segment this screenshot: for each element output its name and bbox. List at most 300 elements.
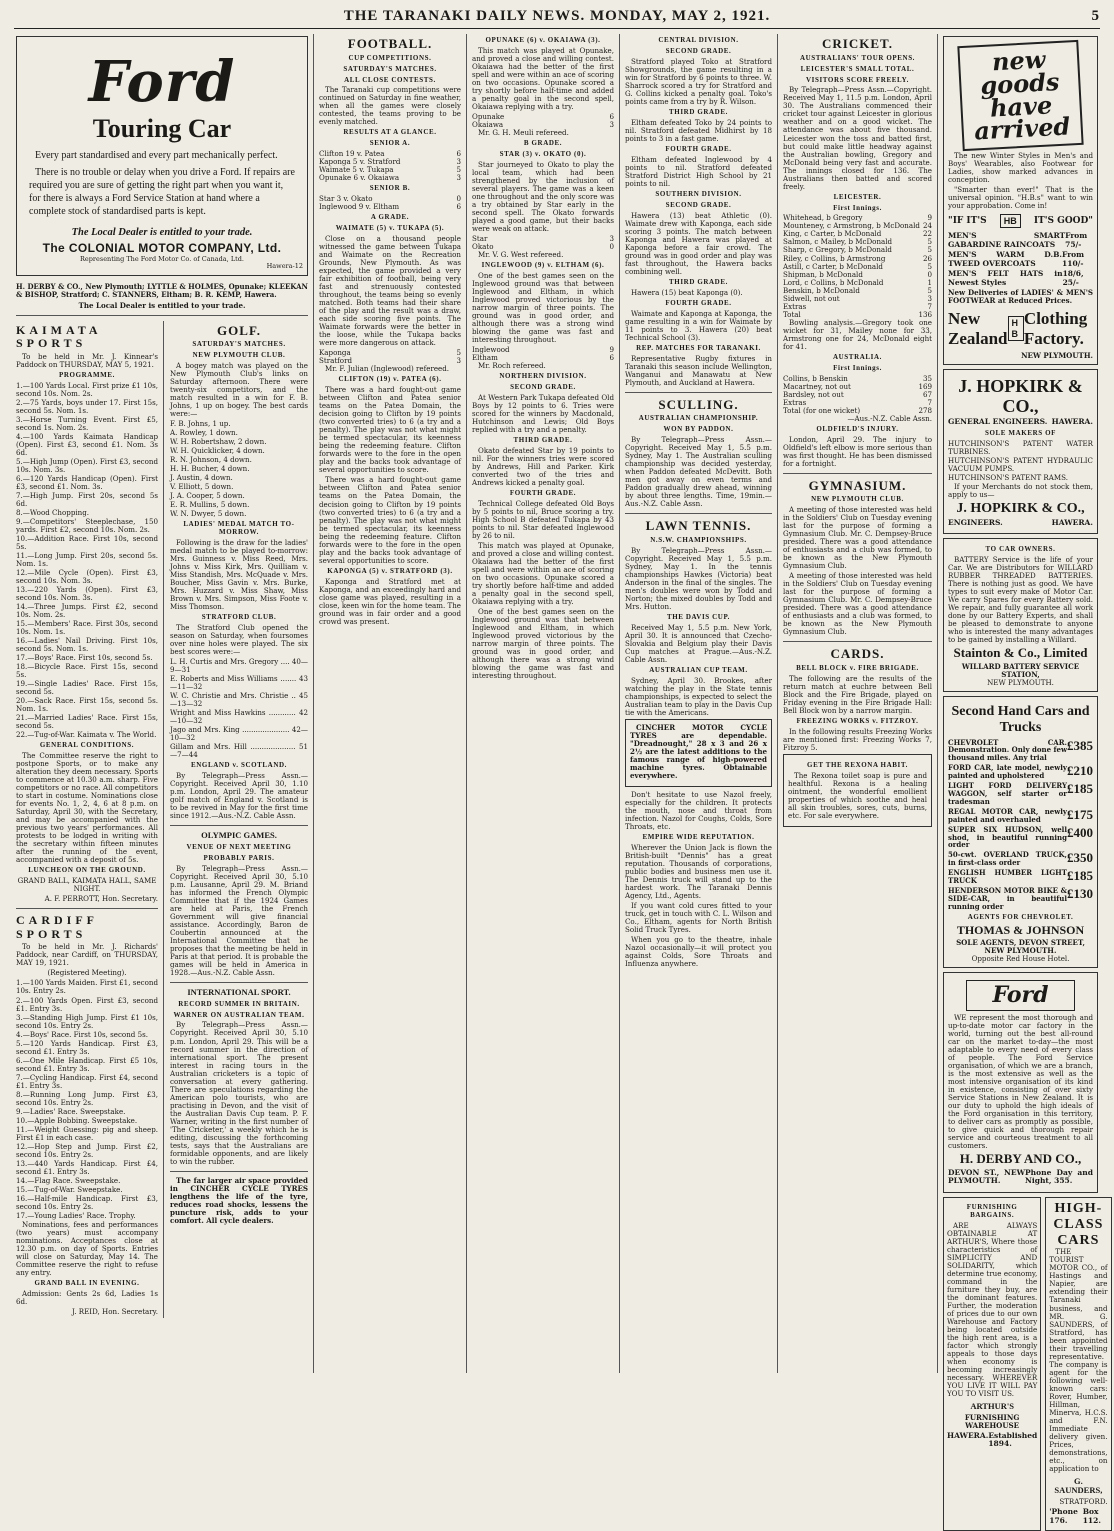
programme-item: 9.—Ladies' Race. Sweepstake. <box>16 1106 126 1116</box>
hopkirk-note: If your Merchants do not stock them, apply to us— <box>948 481 1093 499</box>
battery-heading: TO CAR OWNERS. <box>985 545 1056 554</box>
ford-ad-tagline: The Local Dealer is entitled to your trade. <box>71 226 253 238</box>
tennis-sub: N.S.W. CHAMPIONSHIPS. <box>650 535 747 544</box>
cricket-cable: —Aus.-N.Z. Cable Assn. <box>847 413 932 423</box>
programme-item: 4.—100 Yards Kaimata Handicap (Open). First £3, second £1. Nom. 3s 6d. <box>16 431 158 457</box>
programme-item: 18.—Bicycle Race. First 15s, second 5s. <box>16 662 158 680</box>
nz-clothing: New Zealand H B Clothing Factory. <box>948 309 1088 348</box>
international-body: By Telegraph—Press Assn.—Copyright. Received April 30, 5.10 p.m. London, April 29. This will be a record summer in the direction of international sport. The present interest in racing tours in the Australian cricketers is a topic of conversation at every gathering. There are speculations regarding the American polo tourists, who are practising in Devon, and the visit of the Australian Davis Cup team. P. F. Warner, writing in the first number of 'The Cricketer,' a weekly which he is editing, discussing the forthcoming tests, says that the Australians are formidable opponents, and are likely to win the rubber. <box>170 1020 308 1166</box>
scorecard-row: 35 Collins, b Benskin <box>783 373 932 383</box>
clifton-report-2: There was a hard fought-out game between Clifton and Patea senior teams on the Patea Domain, the decision going to Clifton by 19 points (two converted tries) to 6 (a try and a penalty). The play was not what might be termed spectacular, its keenness being the redeeming feature. Clifton forwards were to the fore in the open play and the backs took advantage of several opportunities to score. <box>319 475 461 565</box>
programme-item: 11.—Weight Guessing: pig and sheep. First £1 in each case. <box>16 1124 158 1142</box>
southern-second: SECOND GRADE. <box>665 200 732 209</box>
football-sat: SATURDAY'S MATCHES. <box>343 64 437 73</box>
programme-item: 11.—Long Jump. First 20s, second 5s. Nom. 1s. <box>16 550 158 568</box>
hopkirk-item: HUTCHINSON'S PATENT WATER TURBINES. <box>948 438 1093 456</box>
thomas-johnson-opp: Opposite Red House Hotel. <box>971 954 1070 964</box>
hb-price-line: MEN'S WARM D.B. TWEED OVERCOATS From 110/- <box>948 250 1085 268</box>
programme-item: 21.—Married Ladies' Race. First 15s, second 5s. <box>16 713 158 731</box>
kaponga-score <box>319 349 461 365</box>
southern-third-body: Hawera (15) beat Kaponga (0). <box>631 287 743 297</box>
sculling-body: By Telegraph—Press Assn.—Copyright. Received May 1, 5.5 p.m. Sydney, May 1. The Australian sculling championship was decided yesterday, when Paddon defeated McDevitt. Both men got away on even terms and Paddon gradually drew ahead, winning by about three lengths. Time, 19min.—Aus.-N.Z. Cable Assn. <box>625 435 772 509</box>
hb-price-lines <box>948 232 1093 287</box>
high-class-cars-ad: HIGH-CLASS CARS THE TOURIST MOTOR CO., of Hastings and Napier, are extending their Taranaki business, and MR. G. SAUNDERS, of Stratford, has been appointed their travelling representative. The company is agent for the following well-known cars: Rover, Humber, Hillman, Minerva, H.C.S. and F.N. Immediate delivery given. Prices, demonstrations, etc., on application to G. SAUNDERS, STRATFORD. 'Phone 176. Box 112. <box>1045 1197 1111 1531</box>
kaimata-programme-list <box>16 382 158 740</box>
golf-score: H. H. Bucher, 4 down. <box>170 464 250 474</box>
golf-subtitle: SATURDAY'S MATCHES. <box>192 340 286 349</box>
programme-item: 16.—Half-mile Handicap. First £3, second 10s. Entry 2s. <box>16 1193 158 1211</box>
used-cars-list <box>948 739 1093 911</box>
international-title: INTERNATIONAL SPORT. <box>187 987 291 998</box>
golf-score: J. Austin, 4 down. <box>170 473 233 483</box>
star-heading: STAR (3) v. OKATO (0). <box>499 149 587 158</box>
ford-ad-headline: Touring Car <box>92 114 232 144</box>
programme-item: 17.—Boys' Race. First 10s, second 5s. <box>16 653 153 663</box>
tennis-title: LAWN TENNIS. <box>645 518 752 534</box>
rexona-body: The Rexona toilet soap is pure and healthful. Rexona is a healing ointment, the wonderful emollient properties of which soothe and heal all skin troubles, sores, cuts, burns, etc. For sale everywhere. <box>788 770 927 821</box>
oldfield-heading: OLDFIELD'S INJURY. <box>816 424 899 433</box>
ford-dealers: H. DERBY & CO., New Plymouth; LYTTLE & HOLMES, Opunake; KLEEKAN & BISHOP, Stratford; C. STANNERS, Eltham; B. R. KEMP, Hawera. <box>16 281 308 299</box>
column-5 <box>779 34 936 1373</box>
northern-third-body: Okato defeated Star by 19 points to nil. For the winners tries were scored by Andrews, Hill and Parker. Kirk converted two of the tries and Andrews kicked a penalty goal. <box>472 445 614 488</box>
kaimata-conditions-heading: GENERAL CONDITIONS. <box>39 741 135 750</box>
bottom-ads <box>943 1197 1108 1531</box>
sculling-title: SCULLING. <box>658 396 739 412</box>
gymnasium-title: GYMNASIUM. <box>808 477 907 493</box>
opunake-report: This match was played at Opunake, and proved a close and willing contest. Okaiawa had the better of the first spell and were within an ace of scoring on two occasions. Opunake scored a try shortly before half-time and added a penalty goal in the second spell, Okaiawa replying with a try. <box>472 45 614 112</box>
aus-cup-heading: AUSTRALIAN CUP TEAM. <box>649 665 748 674</box>
cardiff-admission: Admission: Gents 2s 6d, Ladies 1s 6d. <box>16 1288 158 1306</box>
cardiff-programme-list <box>16 979 158 1219</box>
car-listing: HENDERSON MOTOR BIKE & SIDE-CAR, in beautiful running order £130 <box>948 885 1093 911</box>
cricket-sub3: VISITORS SCORE FREELY. <box>805 75 909 84</box>
golf-scores-list <box>170 420 308 518</box>
football-title: FOOTBALL. <box>347 36 433 51</box>
davis-body: Received May 1, 5.5 p.m. New York, April 30. It is announced that Czecho-Slovakia and Belgium play their Davis Cup matches at Prague.—Aus.-N.Z. Cable Assn. <box>625 622 772 664</box>
masthead-title: THE TARANAKI DAILY NEWS. MONDAY, MAY 2, 1921. <box>343 8 771 24</box>
cardiff-sign: J. REID, Hon. Secretary. <box>71 1306 158 1316</box>
senior-b-results <box>319 195 461 211</box>
opunake-scores <box>472 113 614 129</box>
ford-ad-code: Hawera-12 <box>266 262 303 271</box>
senior-b-heading: SENIOR B. <box>369 184 411 193</box>
cardiff-intro: To be held in Mr. J. Richards' Paddock, near Cardiff, on THURSDAY, MAY 19, 1921. <box>16 942 158 968</box>
kaimata-title: KAIMATA SPORTS <box>16 322 102 351</box>
cards-body: The following are the results of the return match at euchre between Bell Block and the Fire Brigade, played on Friday evening in the Fire Brigade Hall: Bell Block won by a narrow margin. <box>783 674 932 716</box>
golf-stratford: The Stratford Club opened the season on Saturday, when foursomes over nine holes were played. The six best scores were:— <box>170 623 308 657</box>
central-heading: CENTRAL DIVISION. <box>658 36 739 44</box>
football-intro: The Taranaki cup competitions were continued on Saturday in fine weather, when all the games were closely contested, the teams proving to be evenly matched. <box>319 85 461 127</box>
scorecard-row: 9 Whitehead, b Gregory <box>783 213 932 223</box>
golf-score: W. N. Dwyer, 5 down. <box>170 509 247 519</box>
bowling-analysis: Bowling analysis.—Gregory took one wicket for 31, Mailey none for 33, Armstrong one for 24, McDonald eight for 41. <box>783 317 932 351</box>
programme-item: 20.—Sack Race. First 15s, second 5s. Nom. 1s. <box>16 696 158 714</box>
scorecard-row: 1 Lord, c Collins, b McDonald <box>783 277 932 287</box>
programme-item: 10.—Apple Bobbing. Sweepstake. <box>16 1115 138 1125</box>
scorecard-row: 169 Macartney, not out <box>783 381 932 391</box>
sculling-won: WON BY PADDON. <box>663 425 734 434</box>
scorecard-total: 136 Total <box>783 309 932 319</box>
programme-item: 19.—Single Ladies' Race. First 15s, second 5s. <box>16 679 158 697</box>
thomas-johnson: THOMAS & JOHNSON <box>956 922 1085 937</box>
column-4 <box>621 34 776 1373</box>
rexona-ad <box>783 754 932 827</box>
golf-score: R. N. Johnson, 4 down. <box>170 455 252 465</box>
sports-ads <box>16 321 164 1318</box>
cardiff-title: CARDIFF SPORTS <box>16 913 98 941</box>
programme-item: 3.—Horse Turning Event. First £5, second 1s. Nom. 2s. <box>16 414 158 432</box>
tennis-body: By Telegraph—Press Assn.—Copyright. Received May 1, 5.5 p.m. Sydney, May 1. In the tennis championships Hawkes (Victoria) beat Anderson in the final of the singles. The men's doubles were won by Todd and Norton; the mixed doubles by Todd and Mrs. Hutton. <box>625 545 772 611</box>
programme-item: 17.—Young Ladies' Race. Trophy. <box>16 1210 136 1220</box>
hopkirk-items <box>948 440 1093 482</box>
masthead <box>14 6 1100 29</box>
ford-wing-logo: Ford <box>966 980 1075 1011</box>
olympic-paris: PROBABLY PARIS. <box>203 853 275 862</box>
scorecard-row: 5 Benskin, b McDonald <box>783 285 932 295</box>
battery-ad <box>943 538 1098 692</box>
hopkirk-name: J. HOPKIRK & CO., <box>958 375 1083 417</box>
golf-score: E. R. Mullins, 5 down. <box>170 500 250 510</box>
scorecard-row: 7 Extras <box>783 301 932 311</box>
hb-badge-icon: H B <box>1008 316 1024 340</box>
result-row: 3 Stratford <box>319 356 461 366</box>
australia-sub: First Innings. <box>833 363 882 372</box>
referee-4: Mr. Roch refereed. <box>478 361 546 371</box>
derby-ford-ad: Ford WE represent the most thorough and up-to-date motor car factory in the world, turning out the best all-round car on the market to-day—the most adaptable to every need of every class of people. The Ford Service organisation, of which we are a branch, is the most extensive as well as the most intensive organisation of its kind in existence, consisting of over sixty Service Stations in New Zealand. It is our duty to uphold the high ideals of the Ford organisation in this territory, to deliver cars as promptly as possible, to give quick and thorough repair service and courteous treatment to all customers. H. DERBY AND CO., DEVON ST., NEW PLYMOUTH. Phone Day and Night, 355. <box>943 972 1098 1193</box>
northern-fourth: FOURTH GRADE. <box>509 489 577 498</box>
hopkirk-ad: J. HOPKIRK & CO., GENERAL ENGINEERS. HAWERA. SOLE MAKERS OF HUTCHINSON'S PATENT WATER TURBINES. HUTCHINSON'S PATENT HYDRAULIC VACUUM PUMPS. HUTCHINSON'S PATENT RAMS. If your Merchants do not stock them, apply to us— J. HOPKIRK & CO., ENGINEERS. HAWERA. <box>943 369 1098 534</box>
result-row: 5 Waimate 5 v. Tukapa <box>319 165 461 175</box>
golf-pairs-list <box>170 658 308 759</box>
golf-intro: A bogey match was played on the New Plymouth Club's links on Saturday afternoon. There were twenty-six competitors, and the match resulted in a win for F. B. Johns, 1 up on bogey. The best cards were:— <box>170 361 308 419</box>
hb-price-line: MEN'S SMART GABARDINE RAINCOATS From 75/- <box>948 231 1088 249</box>
programme-item: 8.—Wood Chopping. <box>16 507 89 517</box>
southern-body: Hawera (13) beat Athletic (0). Waimate drew with Kaponga, each side scoring 3 points. The match between Kaponga and Hawera was played at Kaponga before a fair crowd. The ground was in good order and play was fast throughout, the Hawera backs combining well. <box>625 210 772 276</box>
golf-score: W. H. Robertshaw, 2 down. <box>170 437 267 447</box>
truck-tyre-ad: If you want cold cures fitted to your truck, get in touch with C. L. Wilson and Co., Eltham, agents for North British Solid Truck Tyres. <box>625 901 772 935</box>
scorecard-row: 24 Mounteney, c Armstrong, b McDonald <box>783 221 932 231</box>
result-row: 3 Kaponga 5 v. Stratford <box>319 157 461 167</box>
gymnasium-sub: NEW PLYMOUTH CLUB. <box>811 495 904 504</box>
golf-pair: Wright and Miss Hawkins ............ 42—10—32 <box>170 708 308 726</box>
result-row: 6 Opunake <box>472 112 614 122</box>
waimate-heading: WAIMATE (5) v. TUKAPA (5). <box>335 224 445 233</box>
kaimata-conditions: The Committee reserve the right to postpone Sports, or to make any alteration they deem necessary. Sports to commence at 10.30 a.m. sharp. Five competitors or no race. All competitors to start in costume. Nominations close for events No. 1, 2, 4, 6 at 8 p.m. on Saturday, April 30, with the Secretary, and may be accompanied with the previous two years' performances. All protests to be lodged in writing with the secretary within fifteen minutes after the running of the event, accompanied with a deposit of 5s. <box>16 751 158 865</box>
cricket-sub2: LEICESTER'S SMALL TOTAL. <box>800 64 915 73</box>
programme-item: 22.—Tug-of-War. Kaimata v. The World. <box>16 730 157 740</box>
southern-fourth: FOURTH GRADE. <box>665 298 732 307</box>
golf-title: GOLF. <box>217 322 261 338</box>
northern-heading: NORTHERN DIVISION. <box>499 372 587 381</box>
scorecard-row: 7 Extras <box>783 397 932 407</box>
result-row: 0 Okato <box>472 242 614 252</box>
aus-cup-body: Sydney, April 30. Brookes, after watching the play in the State tennis championships, is expected to select the Australian team to play in the Davis Cup tie with the Americans. <box>625 675 772 717</box>
leicester-heading: LEICESTER. <box>833 192 882 201</box>
programme-item: 7.—Cycling Handicap. First £4, second £1. Entry 3s. <box>16 1072 158 1090</box>
golf-ladies: Following is the draw for the ladies' medal match to be played to-morrow: Mrs. Guinness v. Miss Reed, Mrs. Johns v. Miss Kirk, Mrs. Quilliam v. Miss Standish, Mrs. McQuade v. Mrs. Boucher, Miss Gavin v. Mrs. Burke, Mrs. Huzzard v. Miss Shaw, Miss Brown v. Mrs. Simpson, Miss Foote v. Miss Thomson. <box>170 538 308 612</box>
southern-heading: SOUTHERN DIVISION. <box>655 189 742 198</box>
hb-price-line: MEN'S FELT HATS in Newest Styles 18/6, 25/- <box>948 269 1084 287</box>
golf-eng-scot-heading: ENGLAND v. SCOTLAND. <box>190 761 287 770</box>
rep-matches-heading: REP. MATCHES FOR TARANAKI. <box>636 343 761 352</box>
hopkirk-sole: SOLE MAKERS OF <box>984 428 1057 437</box>
football-close: ALL CLOSE CONTESTS. <box>344 75 436 84</box>
result-row: 3 Opunake 6 v. Okaiawa <box>319 173 461 183</box>
inglewood-report: One of the best games seen on the Inglewood ground was that between Inglewood and Eltham, in which Inglewood proved victorious by the narrow margin of three points. The ground was in good order, and although there was a strong wind blowing the game was fast and interesting throughout. <box>472 270 614 345</box>
scorecard-row: 67 Bardsley, not out <box>783 389 932 399</box>
thomas-johnson-address: SOLE AGENTS, DEVON STREET, NEW PLYMOUTH. <box>956 938 1085 956</box>
opunake-heading: OPUNAKE (6) v. OKAIAWA (3). <box>485 36 601 44</box>
golf-olympic-column <box>170 321 308 1318</box>
kaimata-ball: GRAND BALL, KAIMATA HALL, SAME NIGHT. <box>17 876 157 894</box>
cricket-sub: AUSTRALIANS' TOUR OPENS. <box>799 53 916 62</box>
programme-item: 16.—Ladies' Nail Driving. First 10s, second 5s. Nom. 1s. <box>16 636 158 654</box>
results-heading: RESULTS AT A GLANCE. <box>343 128 437 137</box>
hopkirk-footer-name: J. HOPKIRK & CO., <box>956 500 1085 516</box>
programme-item: 15.—Tug-of-War. Sweepstake. <box>16 1184 123 1194</box>
kaimata-intro: To be held in Mr. J. Kinnear's Paddock on THURSDAY, MAY 5, 1921. <box>16 351 158 369</box>
stainton-name: Stainton & Co., Limited <box>953 645 1088 661</box>
central-second: SECOND GRADE. <box>665 46 732 55</box>
golf-score: A. Rowley, 1 down. <box>170 428 238 438</box>
golf-stratford-heading: STRATFORD CLUB. <box>201 613 277 622</box>
clifton-report: There was a hard fought-out game between Clifton and Patea senior teams on the Patea Domain, the decision going to Clifton by 19 points (two converted tries) to 6 (a try and a penalty). The play was not what might be termed spectacular, its keenness being the redeeming feature. Clifton forwards were to the fore in the open play and the backs took advantage of several opportunities to score. <box>319 385 461 475</box>
international-sub2: WARNER ON AUSTRALIAN TEAM. <box>173 1010 305 1019</box>
scorecard-total: 278 Total (for one wicket) <box>783 405 932 415</box>
freezing-body: In the following results Freezing Works are mentioned first: Freezing Works 7, Fitzroy 5. <box>783 726 932 753</box>
programme-item: 8.—Running Long Jump. First £3, second 10s. Entry 2s. <box>16 1089 158 1107</box>
olympic-venue: VENUE OF NEXT MEETING <box>186 843 292 852</box>
kaponga-stratford-report: Kaponga and Stratford met at Kaponga, and an exceedingly hard and close game was played, resulting in a close, keen win for the home team. The ground was in fair order and a good crowd was present. <box>319 576 461 626</box>
opunake-report-2: This match was played at Opunake, and proved a close and willing contest. Okaiawa had the better of the first spell and were within an ace of scoring on two occasions. Opunake scored a try shortly before half-time and added a penalty goal in the second spell, Okaiawa replying with a try. <box>472 541 614 607</box>
b-grade-heading: B GRADE. <box>523 139 563 148</box>
column-1 <box>12 34 312 1373</box>
golf-pair: Gillam and Mrs. Hill .................... 51—7—44 <box>170 742 308 760</box>
result-row: 6 Inglewood 9 v. Eltham <box>319 202 461 212</box>
used-cars-ad <box>943 696 1098 968</box>
golf-ladies-heading: LADIES' MEDAL MATCH TO-MORROW. <box>183 520 295 537</box>
scorecard-row: 5 Salmon, c Mailey, b McDonald <box>783 237 932 247</box>
new-goods-body: The new Winter Styles in Men's and Boys' Wearables, also Footwear for Ladies, show marked advances in conception. <box>948 151 1093 185</box>
football-cup: CUP COMPETITIONS. <box>348 53 432 62</box>
hb-slogan: "IF IT'S HB IT'S GOOD" <box>948 214 1093 228</box>
northern-body: At Western Park Tukapa defeated Old Boys by 12 points to 6. Tries were scored for the winners by Macdonald, Hutchinson and Lewis; Old Boys replied with a try and a penalty. <box>472 392 614 435</box>
programme-item: 12.—Mile Cycle (Open). First £3, second 10s. Nom. 3s. <box>16 567 158 585</box>
gymnasium-body-2: A meeting of those interested was held in the Soldiers' Club on Tuesday evening last for the purpose of forming a Gymnasium Club. Mr. C. Dempsey-Bruce presided. There was a good attendance of enthusiasts and a club was formed, to be known as the New Plymouth Gymnasium Club. <box>783 571 932 637</box>
page-number: 5 <box>1091 8 1100 24</box>
leicester-sub: First Innings. <box>833 203 882 212</box>
kaimata-sign: A. F. PERROTT, Hon. Secretary. <box>44 894 158 904</box>
senior-a-heading: SENIOR A. <box>369 139 411 148</box>
scorecard-row: 26 Riley, c Collins, b Armstrong <box>783 253 932 263</box>
golf-score: W. H. Quicklicker, 4 down. <box>170 446 265 456</box>
golf-pair: W. C. Christie and Mrs. Christie .. 45—13—32 <box>170 691 308 709</box>
rep-matches-body: Representative Rugby fixtures in Taranaki this season include Wellington, Wanganui and Manawatu at New Plymouth, and Auckland at Hawera. <box>625 353 772 387</box>
programme-item: 6.—One Mile Handicap. First £5 10s, second £1. Entry 3s. <box>16 1055 158 1073</box>
programme-item: 1.—100 Yards Maiden. First £1, second 10s. Entry 2s. <box>16 978 158 996</box>
cardiff-registered: (Registered Meeting). <box>47 968 127 978</box>
result-row: 3 Star <box>472 234 614 244</box>
scorecard-row: 22 King, c Carter, b McDonald <box>783 229 932 239</box>
column-3 <box>468 34 618 1373</box>
olympic-title: OLYMPIC GAMES. <box>201 830 277 841</box>
empire-body: Wherever the Union Jack is flown the British-built "Dennis" has a great reputation. Thousands of corporations, public bodies and business men use it. The Dennis truck will stand up to the hardest work. The Taranaki Dennis Agency, Ltd., Agents. <box>625 843 772 901</box>
star-scores <box>472 235 614 251</box>
result-row: 9 Inglewood <box>472 345 614 355</box>
ford-ad-company: The COLONIAL MOTOR COMPANY, Ltd. <box>42 241 282 256</box>
northern-second: SECOND GRADE. <box>510 383 576 392</box>
waimate-report: Close on a thousand people witnessed the game between Tukapa and Waimate on the Recreation Grounds, New Plymouth. As was expected, the game provided a very fair exhibition of football, being very fast and strenuously contested throughout, the teams being so evenly matched. Both teams had their share of the play and the result was a draw, each side scoring five points. The Waimate forwards were the better in the loose, while the Tukapa backs were more dangerous on attack. <box>319 234 461 348</box>
leicester-scorecard <box>783 214 932 310</box>
result-row: 6 Clifton 19 v. Patea <box>319 149 461 159</box>
rexona-heading: GET THE REXONA HABIT. <box>807 761 908 770</box>
cards-sub: BELL BLOCK v. FIRE BRIGADE. <box>796 664 919 673</box>
golf-score: F. B. Johns, 1 up. <box>170 419 231 429</box>
referee-2: Mr. G. H. Meuli refereed. <box>478 128 569 138</box>
olympic-body: By Telegraph—Press Assn.—Copyright. Received April 30, 5.10 p.m. Lausanne, April 29. M. Briand has informed the French Olympic Committee that if the 1924 Games are held at Paris, the French Government will give financial assistance. Accordingly, Baron de Coubertin announced at the International Committee that he proposes that the meeting be held in Paris at that period. It is probable the games will be held in America in 1928.—Aus.-N.Z. Cable Assn. <box>170 863 308 978</box>
used-cars-heading: Second Hand Cars and Trucks <box>951 703 1090 735</box>
northern-fourth-body: Technical College defeated Old Boys by 5 points to nil, Bruce scoring a try. High School B defeated Tukapa by 43 points to nil. Star defeated Inglewood by 26 to nil. <box>472 498 614 541</box>
kaimata-programme-heading: PROGRAMME. <box>59 370 115 379</box>
programme-item: 10.—Addition Race. First 10s, second 5s. <box>16 533 158 551</box>
car-listing: LIGHT FORD DELIVERY WAGGON, self starter or tradesman £185 <box>948 781 1093 806</box>
column-2 <box>315 34 465 1373</box>
programme-item: 5.—High Jump (Open). First £3, second 10s. Nom. 3s. <box>16 456 158 474</box>
result-row: 6 Eltham <box>472 353 614 363</box>
derby-company: H. DERBY AND CO., <box>959 1151 1082 1167</box>
car-listing: ENGLISH HUMBER LIGHT TRUCK £185 <box>948 868 1093 886</box>
programme-item: 1.—100 Yards Local. First prize £1 10s, second 10s. Nom. 2s. <box>16 380 158 398</box>
golf-eng-scot: By Telegraph—Press Assn.—Copyright. Received April 30, 1.10 p.m. London, April 29. The amateur golf match of England v. Scotland is to be revived in May for the first time since 1912.—Aus.-N.Z. Cable Assn. <box>170 771 308 821</box>
australia-scorecard <box>783 375 932 407</box>
northern-third: THIRD GRADE. <box>513 436 573 445</box>
programme-item: 9.—Competitors' Steeplechase, 150 yards. First £2, second 10s. Nom. 2s. <box>16 516 158 534</box>
nazol-ad-1: Don't hesitate to use Nazol freely, especially for the children. It protects the mouth, nose and throat from infection. Nazol for Coughs, Colds, Sore Throats, etc. <box>625 790 772 832</box>
senior-a-results <box>319 150 461 182</box>
stainton-np: NEW PLYMOUTH. <box>987 677 1054 687</box>
programme-item: 4.—Boys' Race. First 10s, second 5s. <box>16 1029 148 1039</box>
sculling-sub: AUSTRALIAN CHAMPIONSHIP. <box>638 414 759 423</box>
car-listing: REGAL MOTOR CAR, newly painted and overhauled £175 <box>948 806 1093 824</box>
chevrolet-agents: AGENTS FOR CHEVROLET. <box>967 912 1074 921</box>
ford-ad-body-2: There is no trouble or delay when you drive a Ford. If repairs are required you are sure of getting the right part when you want it, for there is always a Ford Service Station at hand where a complete stock of standardised parts is kept. <box>29 167 295 217</box>
programme-item: 5.—120 Yards Handicap. First £3, second £1. Entry 3s. <box>16 1038 158 1056</box>
ford-dealers-tag: The Local Dealer is entitled to your trade. <box>78 300 246 310</box>
cricket-title: CRICKET. <box>822 36 893 51</box>
empire-heading: EMPIRE WIDE REPUTATION. <box>642 833 755 842</box>
central-fourth-body: Eltham defeated Inglewood by 4 points to nil. Stratford defeated Stratford District High School by 21 points to nil. <box>625 154 772 188</box>
central-fourth: FOURTH GRADE. <box>665 144 732 153</box>
programme-item: 2.—100 Yards Open. First £3, second £1. Entry 3s. <box>16 995 158 1013</box>
programme-item: 13.—220 Yards (Open). First £3, second 10s. Nom. 3s. <box>16 584 158 602</box>
new-goods-ad <box>943 36 1098 365</box>
hb-footwear: New Deliveries of LADIES' & MEN'S FOOTWEAR at Reduced Prices. <box>948 288 1093 306</box>
car-listing: SUPER SIX HUDSON, well shod, in beautiful running order £400 <box>948 824 1093 850</box>
result-row: 5 Kaponga <box>319 348 461 358</box>
golf-pair: E. Roberts and Miss Williams ....... 43—11—32 <box>170 674 308 692</box>
referee-3: Mr. V. G. West refereed. <box>478 250 564 260</box>
golf-score: V. Elliott, 5 down. <box>170 482 234 492</box>
scorecard-row: 5 Sharp, c Gregory, b McDonald <box>783 245 932 255</box>
programme-item: 2.—75 Yards, boys under 17. First 15s, second 5s. Nom. 1s. <box>16 397 158 415</box>
cardiff-conditions: Nominations, fees and performances (two years) must accompany nominations. Acceptances close at 12.30 p.m. on day of Sports. Entries will close on Saturday, May 14. The Committee reserve the right to refuse any entry. <box>16 1219 158 1277</box>
golf-score: J. A. Cooper, 5 down. <box>170 491 245 501</box>
golf-pair: Jago and Mrs. King ..................... 42—10—32 <box>170 725 308 743</box>
central-third: THIRD GRADE. <box>669 107 728 116</box>
programme-item: 3.—Standing High Jump. First £1 10s, second 10s. Entry 2s. <box>16 1012 158 1030</box>
inglewood-heading: INGLEWOOD (9) v. ELTHAM (6). <box>481 261 605 270</box>
cricket-body: By Telegraph—Press Assn.—Copyright. Received May 1, 11.5 p.m. London, April 30. The Australians commenced their cricket tour against Leicester in glorious weather and on a good wicket. The attendance was about five thousand. Leicester won the toss and batted first, but could make little headway against the Australian bowling, Gregory and McDonald being very fast and accurate. The innings closed for 136. The Australians then batted and scored freely. <box>783 85 932 191</box>
ford-logo: Ford <box>88 49 236 115</box>
freezing-heading: FREEZING WORKS v. FITZROY. <box>796 717 919 726</box>
result-row: 0 Star 3 v. Okato <box>319 194 461 204</box>
scorecard-row: 0 Shipman, b McDonald <box>783 269 932 279</box>
cardiff-ball: GRAND BALL IN EVENING. <box>34 1279 140 1288</box>
stainton-station: WILLARD BATTERY SERVICE STATION, <box>961 661 1080 679</box>
cards-title: CARDS. <box>830 646 885 662</box>
clifton-heading: CLIFTON (19) v. PATEA (6). <box>338 375 442 384</box>
programme-item: 6.—120 Yards Handicap (Open). First £3, second £1. Nom. 3s. <box>16 473 158 491</box>
star-report: Star journeyed to Okato to play the local team, which had been strengthened by the inclusion of several players. The game was a keen one throughout and the only score was a try obtained by Star early in the second spell. The Okato forwards played a good game, but their backs were weak on attack. <box>472 159 614 234</box>
southern-third: THIRD GRADE. <box>669 277 728 286</box>
davis-heading: THE DAVIS CUP. <box>666 612 731 621</box>
column-6 <box>939 34 1108 1525</box>
ford-ad-body-1: Every part standardised and every part mechanically perfect. <box>35 149 278 161</box>
nazol-ad-2: When you go to the theatre, inhale Nazol occasionally—it will protect you against Colds, Sore Throats and Influenza anywhere. <box>625 935 772 969</box>
arthur-ad: FURNISHING BARGAINS. ARE ALWAYS OBTAINABLE AT ARTHUR'S, Where those characteristics of SIMPLICITY AND SOLIDARITY, which determine true economy, command in the furniture they buy, are the dominant features. Further, the moderation of prices due to our own Warehouse and Factory being located outside the high rent area, is a factor which strongly appeals to those days when economy is becoming increasingly necessary. WHEREVER YOU LIVE IT WILL PAY YOU TO VISIT US. ARTHUR'S FURNISHING WAREHOUSE HAWERA. Established 1894. <box>943 1197 1041 1531</box>
hopkirk-item: HUTCHINSON'S PATENT HYDRAULIC VACUUM PUMPS. <box>948 455 1093 473</box>
programme-item: 12.—Hop Step and Jump. First £2, second 10s. Entry 2s. <box>16 1141 158 1159</box>
hopkirk-item: HUTCHINSON'S PATENT RAMS. <box>948 472 1069 482</box>
kaponga-stratford-heading: KAPONGA (5) v. STRATFORD (3). <box>327 566 453 575</box>
kaimata-lunch: LUNCHEON ON THE GROUND. <box>28 866 146 875</box>
golf-club: NEW PLYMOUTH CLUB. <box>192 351 286 360</box>
result-row: 3 Okaiawa <box>472 120 614 130</box>
hb-np: NEW PLYMOUTH. <box>1021 350 1093 360</box>
derby-body: WE represent the most thorough and up-to-date motor car factory in the world, turning out the best all-round car on the market to-day—the most adaptable to every need of every class of people. The Ford Service organisation, of which we are a branch, is the most extensive as well as the most intensive organisation of its kind in existence, consisting of over sixty Service Stations in New Zealand. It is our duty to uphold the high ideals of the Ford organisation in this territory, to deliver cars as promptly as possible, to give quick and thorough repair service and courteous treatment to all customers. <box>948 1013 1093 1151</box>
programme-item: 15.—Members' Race. First 30s, second 10s. Nom. 1s. <box>16 619 158 637</box>
southern-fourth-body: Waimate and Kaponga at Kaponga, the game resulting in a win for Waimate by 11 points to 3. Hawera (20) beat Technical School (3). <box>625 308 772 342</box>
international-sub: RECORD SUMMER IN BRITAIN. <box>178 999 300 1008</box>
programme-item: 14.—Three Jumps. First £2, second 10s. Nom. 2s. <box>16 601 158 619</box>
golf-pair: L. H. Curtis and Mrs. Gregory .... 40—9—31 <box>170 657 308 675</box>
car-listing: 50-cwt. OVERLAND TRUCK, in first-class order £350 <box>948 850 1093 868</box>
central-third-body: Eltham defeated Toko by 24 points to nil. Stratford defeated Midhirst by 18 points to 3 in a fast game. <box>625 117 772 143</box>
programme-item: 13.—440 Yards Handicap. First £4, second £1. Entry 3s. <box>16 1158 158 1176</box>
cincher-cycle-ad: The far larger air space provided in CINCHER CYCLE TYRES lengthens the life of the tyre, reduces road shocks, lessens the puncture risk, adds to your comfort. All cycle dealers. <box>170 1175 308 1225</box>
hb-logo-icon: HB <box>1000 214 1021 228</box>
car-listing: CHEVROLET CAR. Demonstration. Only done few thousand miles. Any trial £385 <box>948 737 1093 763</box>
inglewood-scores <box>472 346 614 362</box>
scorecard-row: 3 Sidwell, not out <box>783 293 932 303</box>
car-listing: FORD CAR, late model, newly painted and upholstered £210 <box>948 763 1093 781</box>
inglewood-report-2: One of the best games seen on the Inglewood ground was that between Inglewood and Eltham, in which Inglewood proved victorious by the narrow margin of three points. The ground was in good order, and although there was a strong wind blowing the game was fast and interesting throughout. <box>472 607 614 681</box>
scorecard-row: 5 Astill, c Carter, b McDonald <box>783 261 932 271</box>
ford-ad-rep: Representing The Ford Motor Co. of Canada, Ltd. <box>80 255 244 264</box>
new-goods-banner: new goods have arrived <box>957 40 1083 151</box>
oldfield-body: London, April 29. The injury to Oldfield's left elbow is more serious than was first thought. He has been dismissed for a fortnight. <box>783 434 932 468</box>
programme-item: 7.—High Jump. First 20s, second 5s 6d. <box>16 490 158 508</box>
ford-touring-car-ad <box>16 36 308 276</box>
cincher-tyre-ad: CINCHER MOTOR CYCLE TYRES are dependable. "Dreadnought," 28 x 3 and 26 x 2½ are the latest additions to the famous range of high-powered machine tyres. Obtainable everywhere. <box>625 719 772 787</box>
battery-body: BATTERY Service is the life of your Car. We are Distributors for WILLARD RUBBER THREADED BATTERIES. There is nothing just as good. We have types to suit every make of Motor Car. We carry Spares for every Battery sold. We repair, and fully guarantee all work done by our Battery Experts, and shall be pleased to demonstrate to anyone who is interested the many advantages to be gained by installing a Willard. <box>948 555 1093 645</box>
gymnasium-body: A meeting of those interested was held in the Soldiers' Club on Tuesday evening last for the purpose of forming a Gymnasium Club. Mr. C. Dempsey-Bruce presided. There was a good attendance of enthusiasts and a club was formed, to be known as the New Plymouth Gymnasium Club. <box>783 505 932 571</box>
new-goods-quote: "Smarter than ever!" That is the universal opinion. "H.B.s" want to win your approbation. Come in! <box>948 185 1093 211</box>
grade-a-heading: A GRADE. <box>370 213 410 222</box>
central-body: Stratford played Toko at Stratford Showgrounds, the game resulting in a win for Stratford by 6 points to three. W. Sharrock scored a try for Stratford and G. Collins kicked a penalty goal. Toko's points came from a try by R. Wilson. <box>625 56 772 106</box>
australia-heading: AUSTRALIA. <box>833 352 882 361</box>
programme-item: 14.—Flag Race. Sweepstake. <box>16 1175 121 1185</box>
